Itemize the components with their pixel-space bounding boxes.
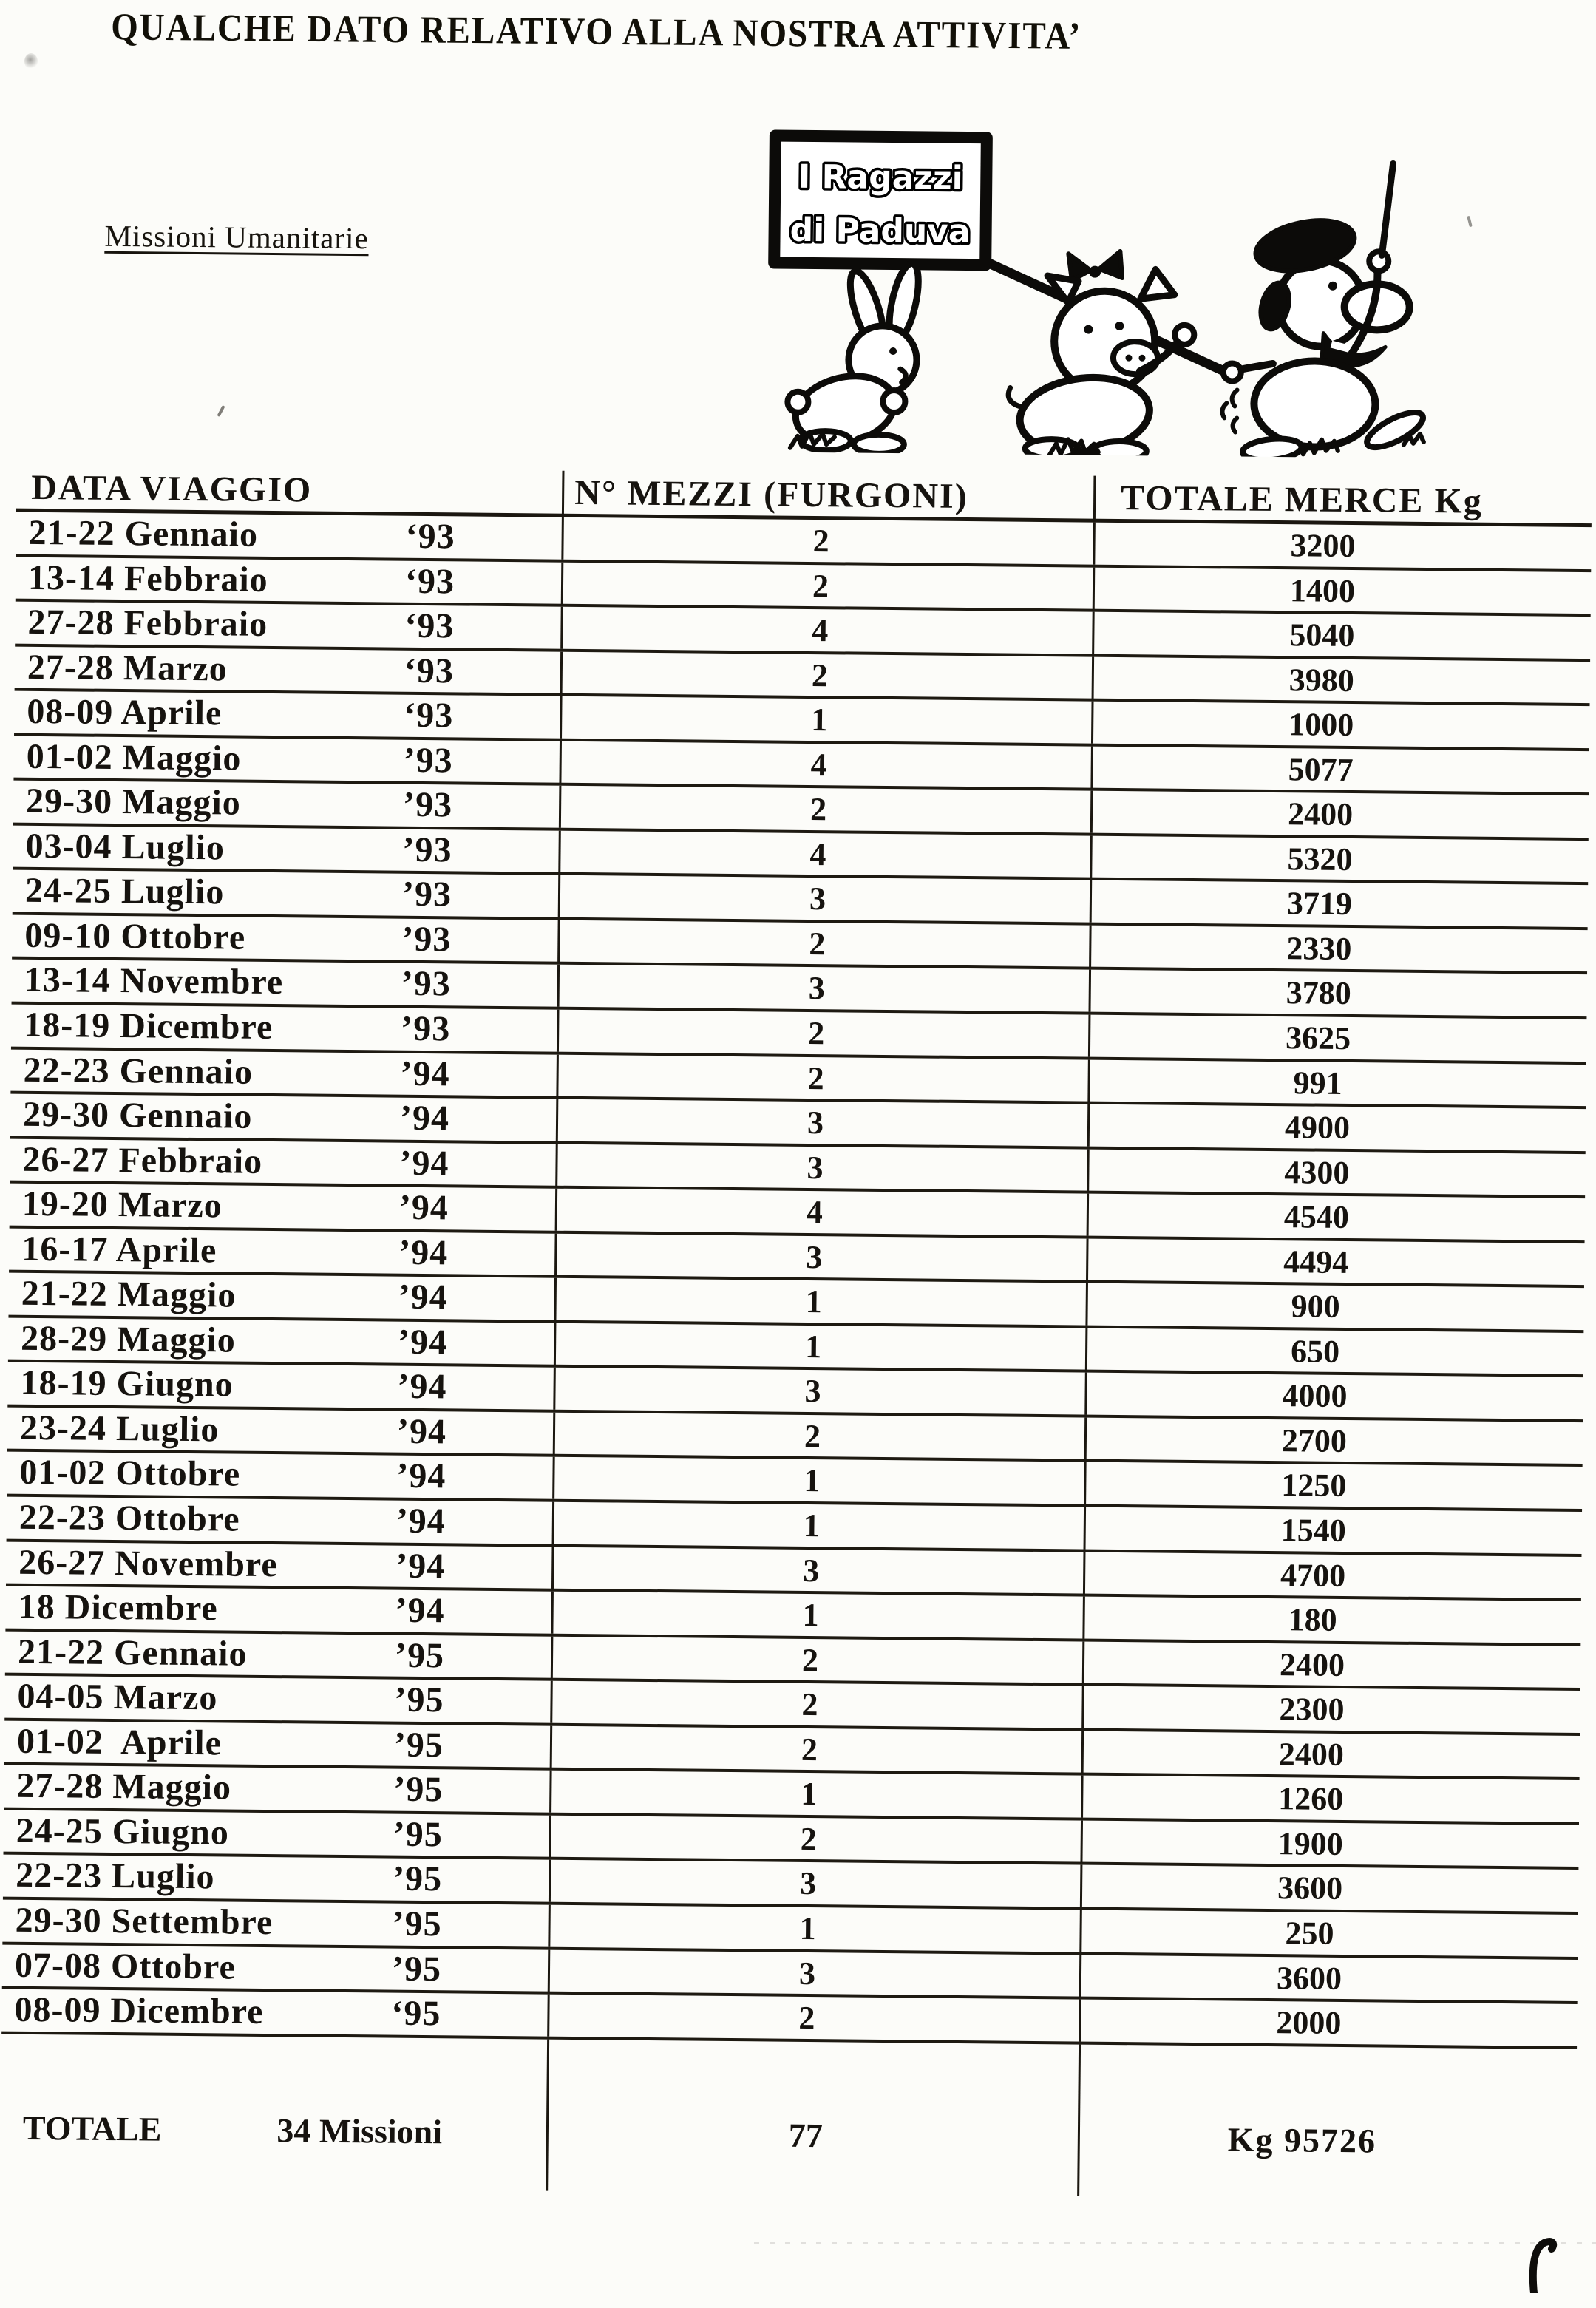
cartoon-running-animals-illustration xyxy=(755,115,1448,458)
trip-year: ’94 xyxy=(397,1367,447,1407)
table-totals-row xyxy=(0,2034,1577,2200)
sign-i-ragazzi-di-paduva xyxy=(774,135,987,265)
vehicles-count: 3 xyxy=(555,1144,1087,1191)
trip-year: ’94 xyxy=(400,1053,450,1093)
goods-kg: 2400 xyxy=(1082,1641,1581,1688)
trip-year: ’94 xyxy=(397,1322,448,1362)
trip-date: 26-27 Novembre xyxy=(18,1542,278,1584)
goods-kg: 4700 xyxy=(1083,1552,1582,1598)
trip-year: ’94 xyxy=(398,1232,449,1273)
pen-mark-bottom-right xyxy=(1504,2231,1596,2293)
trip-year: ’93 xyxy=(402,829,452,870)
trip-date: 22-23 Luglio xyxy=(15,1856,215,1897)
vehicles-count: 2 xyxy=(560,651,1093,699)
totals-missions-count: 34 Missioni xyxy=(276,2111,443,2151)
goods-kg: 2000 xyxy=(1079,2000,1578,2046)
goods-kg: 900 xyxy=(1085,1283,1584,1330)
vehicles-count: 4 xyxy=(555,1189,1087,1236)
trip-year: ’94 xyxy=(395,1546,446,1586)
vehicles-count: 2 xyxy=(547,1995,1079,2042)
trip-date: 24-25 Giugno xyxy=(16,1810,230,1853)
trip-date: 29-30 Maggio xyxy=(25,781,242,823)
vehicles-count: 2 xyxy=(561,562,1093,609)
goods-kg: 4540 xyxy=(1087,1194,1586,1240)
trip-date: 18-19 Giugno xyxy=(20,1363,234,1405)
trip-date: 01-02 Aprile xyxy=(16,1721,223,1763)
goods-kg: 3780 xyxy=(1088,970,1587,1016)
trip-year: ’93 xyxy=(401,919,452,960)
trip-date: 18-19 Dicembre xyxy=(24,1005,274,1048)
trip-date: 24-25 Luglio xyxy=(24,871,225,912)
vehicles-count: 1 xyxy=(549,1771,1081,1818)
vehicles-count: 3 xyxy=(554,1233,1087,1280)
goods-kg: 5320 xyxy=(1090,835,1589,882)
vehicles-count: 4 xyxy=(559,741,1091,788)
trip-date: 27-28 Marzo xyxy=(27,647,228,689)
trip-year: ‘93 xyxy=(405,516,455,557)
vehicles-count: 1 xyxy=(551,1592,1083,1639)
totals-label: TOTALE xyxy=(22,2108,162,2148)
page-title: QUALCHE DATO RELATIVO ALLA NOSTRA ATTIVITA’ xyxy=(110,5,1082,58)
trip-date: 29-30 Gennaio xyxy=(22,1094,253,1136)
goods-kg: 2300 xyxy=(1081,1686,1580,1733)
trip-year: ’95 xyxy=(393,1814,444,1855)
goods-kg: 3600 xyxy=(1080,1865,1579,1912)
vehicles-count: 1 xyxy=(554,1323,1086,1371)
goods-kg: 1540 xyxy=(1084,1507,1583,1554)
sign-text-line2: di Paduva xyxy=(789,211,971,251)
trip-year: ’94 xyxy=(396,1411,447,1452)
trip-year: ’95 xyxy=(392,1859,443,1899)
goods-kg: 180 xyxy=(1082,1597,1581,1643)
goods-kg: 4300 xyxy=(1087,1149,1586,1195)
trip-date: 27-28 Febbraio xyxy=(27,602,268,645)
trip-date: 16-17 Aprile xyxy=(21,1229,217,1271)
totals-kg-value: Kg 95726 xyxy=(1077,2044,1577,2200)
goods-kg: 2700 xyxy=(1084,1418,1583,1464)
trip-year: ’94 xyxy=(398,1277,448,1317)
trip-year: ’94 xyxy=(399,1143,449,1183)
vehicles-count: 2 xyxy=(556,1054,1088,1102)
goods-kg: 4494 xyxy=(1086,1238,1585,1285)
trip-date: 21-22 Maggio xyxy=(21,1274,237,1315)
trip-year: ‘95 xyxy=(391,1993,441,2034)
vehicles-count: 1 xyxy=(554,1278,1086,1326)
column-header-totale-merce: TOTALE MERCE Kg xyxy=(1093,476,1592,525)
trip-year: ’93 xyxy=(402,784,453,825)
trip-year: ‘93 xyxy=(404,561,455,601)
trip-date: 26-27 Febbraio xyxy=(22,1139,263,1181)
trip-date: 22-23 Ottobre xyxy=(18,1497,240,1539)
dog-figure xyxy=(1222,162,1430,458)
goods-kg: 1000 xyxy=(1091,702,1590,748)
goods-kg: 5040 xyxy=(1092,612,1591,659)
vehicles-count: 4 xyxy=(560,607,1093,654)
trip-date: 13-14 Novembre xyxy=(24,960,284,1002)
vehicles-count: 1 xyxy=(552,1502,1084,1550)
goods-kg: 3719 xyxy=(1090,880,1589,927)
trip-year: ’95 xyxy=(391,1949,442,1989)
goods-kg: 1260 xyxy=(1081,1776,1580,1822)
vehicles-count: 3 xyxy=(548,1949,1080,1997)
vehicles-count: 2 xyxy=(557,1010,1089,1057)
goods-kg: 4000 xyxy=(1084,1373,1583,1419)
trip-date: 01-02 Maggio xyxy=(26,736,242,778)
vehicles-count: 3 xyxy=(553,1368,1085,1415)
trip-year: ’95 xyxy=(394,1680,444,1720)
missions-table xyxy=(0,466,1592,2201)
trip-year: ’93 xyxy=(401,964,452,1004)
trip-date: 13-14 Febbraio xyxy=(27,557,268,600)
column-header-n-mezzi: N° MEZZI (FURGONI) xyxy=(562,471,1094,520)
trip-date: 19-20 Marzo xyxy=(21,1184,223,1226)
goods-kg: 1900 xyxy=(1080,1820,1579,1867)
table-body xyxy=(1,512,1592,2049)
trip-year: ’95 xyxy=(392,1904,442,1944)
trip-date: 23-24 Luglio xyxy=(19,1408,220,1450)
goods-kg: 3625 xyxy=(1088,1015,1587,1062)
goods-kg: 1400 xyxy=(1093,567,1592,614)
vehicles-count: 4 xyxy=(558,831,1090,878)
goods-kg: 1250 xyxy=(1084,1462,1583,1509)
trip-date: 08-09 Aprile xyxy=(27,692,223,733)
trip-year: ’95 xyxy=(393,1769,444,1810)
goods-kg: 4900 xyxy=(1087,1104,1586,1151)
vehicles-count: 2 xyxy=(553,1413,1085,1460)
trip-year: ’94 xyxy=(399,1098,450,1138)
goods-kg: 2400 xyxy=(1081,1731,1580,1777)
trip-date: 28-29 Maggio xyxy=(20,1318,237,1360)
vehicles-count: 2 xyxy=(550,1681,1082,1728)
trip-date: 29-30 Settembre xyxy=(15,1900,274,1943)
goods-kg: 650 xyxy=(1085,1328,1584,1374)
vehicles-count: 2 xyxy=(559,786,1091,833)
rabbit-figure xyxy=(787,260,924,455)
vehicles-count: 3 xyxy=(557,965,1090,1012)
vehicles-count: 3 xyxy=(549,1860,1081,1907)
trip-date: 03-04 Luglio xyxy=(25,826,225,868)
totals-mezzi-value: 77 xyxy=(546,2039,1079,2196)
trip-year: ‘93 xyxy=(404,651,455,690)
vehicles-count: 3 xyxy=(558,875,1090,923)
vehicles-count: 2 xyxy=(551,1636,1083,1683)
trip-year: ’94 xyxy=(395,1590,445,1631)
sign-text-line1: I Ragazzi xyxy=(798,157,963,197)
trip-year: ’93 xyxy=(400,1008,451,1049)
vehicles-count: 3 xyxy=(551,1547,1084,1594)
trip-year: ’94 xyxy=(395,1501,446,1541)
trip-date: 21-22 Gennaio xyxy=(17,1632,248,1674)
vehicles-count: 2 xyxy=(549,1816,1081,1863)
vehicles-count: 2 xyxy=(550,1725,1082,1773)
trip-date: 01-02 Ottobre xyxy=(19,1453,241,1495)
trip-year: ‘93 xyxy=(404,605,455,646)
trip-year: ‘93 xyxy=(404,695,454,736)
goods-kg: 3980 xyxy=(1092,656,1591,703)
vehicles-count: 1 xyxy=(548,1905,1080,1952)
scan-smudge-top-left xyxy=(24,53,38,69)
trip-year: ’94 xyxy=(398,1187,449,1228)
trip-year: ’93 xyxy=(403,740,453,781)
column-header-data-viaggio: DATA VIAGGIO xyxy=(30,467,313,510)
goods-kg: 991 xyxy=(1087,1059,1586,1106)
vehicles-count: 2 xyxy=(561,517,1093,565)
trip-date: 18 Dicembre xyxy=(18,1586,218,1629)
trip-year: ’94 xyxy=(396,1456,446,1496)
goods-kg: 2400 xyxy=(1090,791,1589,838)
trip-date: 07-08 Ottobre xyxy=(14,1945,237,1987)
trip-year: ’95 xyxy=(393,1725,444,1765)
goods-kg: 5077 xyxy=(1090,746,1589,792)
trip-date: 09-10 Ottobre xyxy=(24,915,246,957)
trip-year: ’93 xyxy=(401,875,452,914)
vehicles-count: 1 xyxy=(552,1457,1084,1504)
goods-kg: 3200 xyxy=(1093,523,1592,569)
trip-date: 08-09 Dicembre xyxy=(14,1989,264,2032)
trip-date: 22-23 Gennaio xyxy=(23,1050,254,1092)
scan-streak-bottom xyxy=(754,2242,1596,2244)
trip-year: ’95 xyxy=(394,1635,445,1675)
goods-kg: 3600 xyxy=(1079,1955,1578,2001)
trip-date: 27-28 Maggio xyxy=(16,1766,232,1808)
vehicles-count: 1 xyxy=(560,696,1092,744)
trip-date: 04-05 Marzo xyxy=(17,1676,218,1718)
goods-kg: 250 xyxy=(1079,1910,1578,1957)
trip-date: 21-22 Gennaio xyxy=(28,512,259,554)
section-label-missioni-umanitarie: Missioni Umanitarie xyxy=(104,218,369,256)
goods-kg: 2330 xyxy=(1089,926,1588,972)
vehicles-count: 2 xyxy=(557,920,1090,968)
vehicles-count: 3 xyxy=(556,1099,1088,1147)
